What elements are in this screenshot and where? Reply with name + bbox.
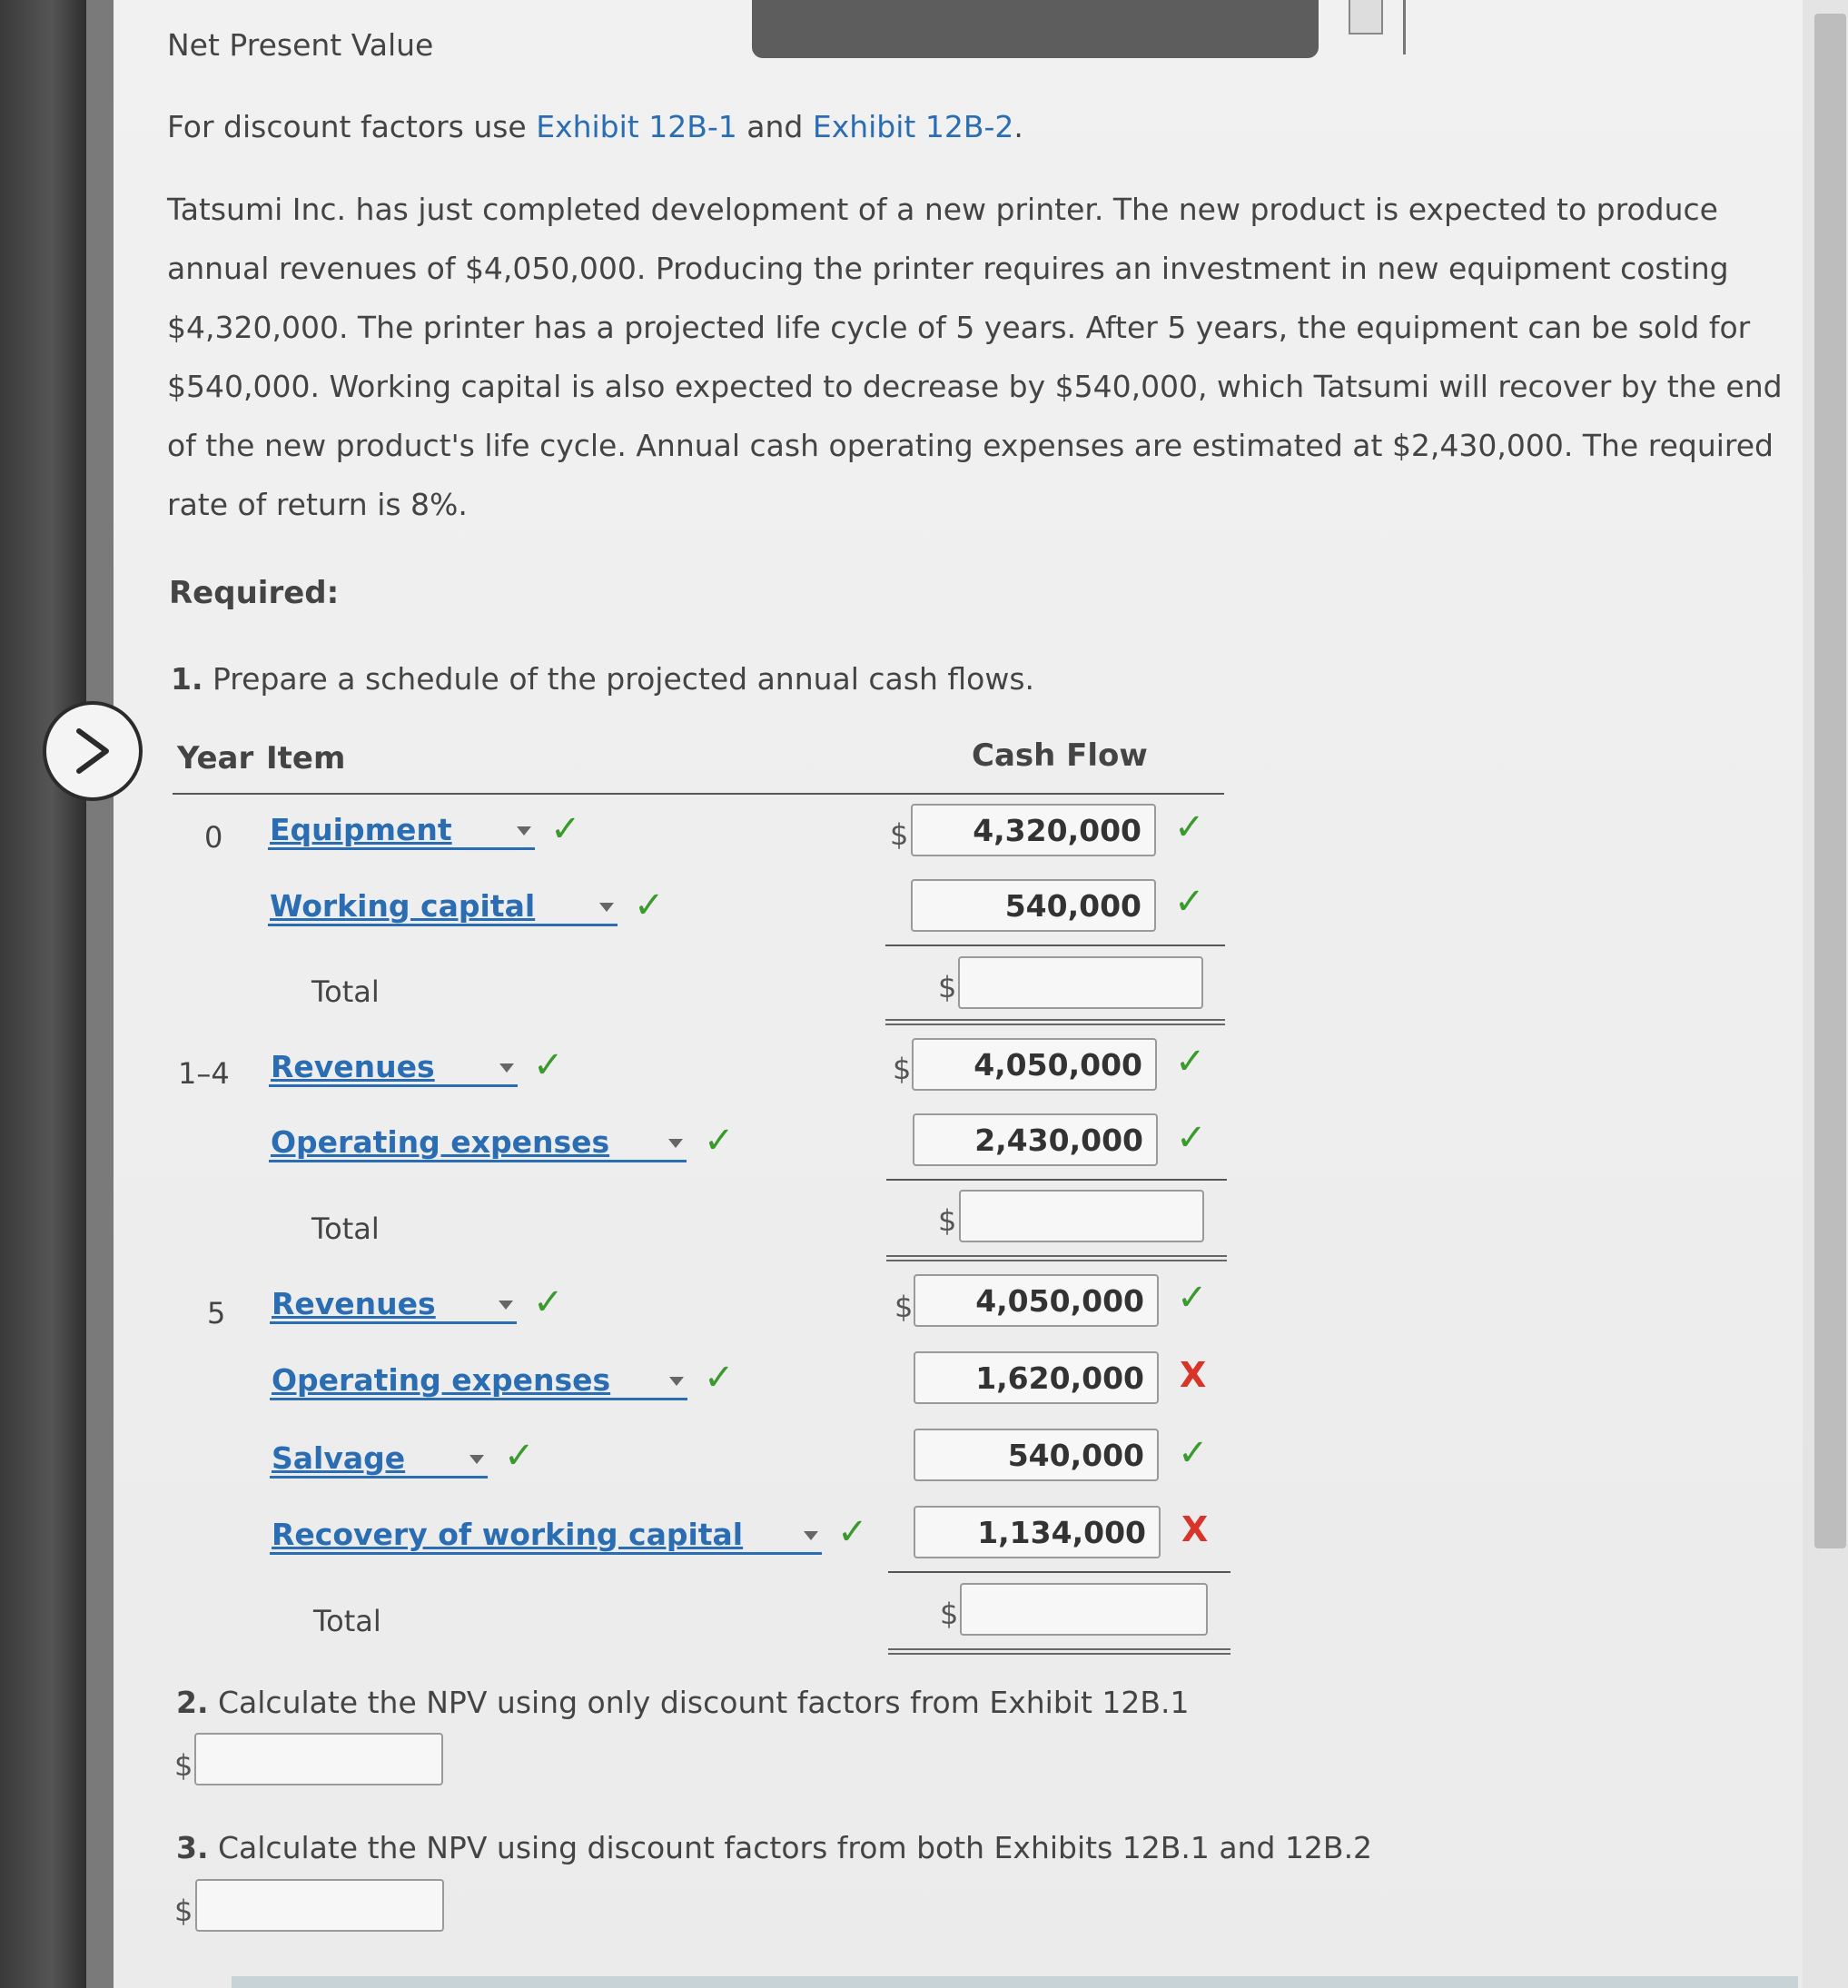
total-label: Total	[311, 974, 380, 1009]
chevron-right-icon	[70, 724, 115, 778]
checkmark-icon: ✓	[837, 1511, 868, 1553]
problem-line: Tatsumi Inc. has just completed development of a new printer. The new product is expected to produce	[167, 192, 1718, 227]
chevron-down-icon	[469, 1455, 484, 1464]
question-2-number: 2.	[176, 1685, 209, 1720]
checkmark-icon: ✓	[504, 1435, 535, 1477]
incorrect-x-icon: X	[1180, 1355, 1207, 1395]
npv-answer-input[interactable]	[195, 1879, 444, 1932]
total-double-line	[885, 1019, 1225, 1025]
total-input[interactable]	[958, 956, 1203, 1009]
item-select[interactable]	[269, 1126, 687, 1162]
question-3-text: Calculate the NPV using discount factors from both Exhibits 12B.1 and 12B.2	[208, 1830, 1373, 1865]
total-label: Total	[313, 1604, 381, 1638]
checkmark-icon: ✓	[704, 1120, 735, 1162]
chevron-down-icon	[499, 1063, 514, 1073]
incorrect-x-icon: X	[1181, 1509, 1209, 1549]
item-select-value: Revenues	[271, 1049, 435, 1084]
left-edge	[0, 0, 86, 1988]
intro-and: and	[736, 109, 813, 144]
chevron-down-icon	[599, 903, 614, 912]
item-select[interactable]	[270, 1364, 687, 1400]
year-column-header: Year	[177, 740, 254, 776]
dollar-sign: $	[893, 1052, 912, 1086]
cash-flow-input[interactable]: 4,050,000	[912, 1038, 1157, 1091]
checkmark-icon: ✓	[533, 1044, 564, 1086]
item-select-value: Salvage	[272, 1440, 406, 1476]
checkmark-icon: ✓	[1175, 1041, 1206, 1083]
checkmark-icon: ✓	[634, 885, 665, 926]
total-input[interactable]	[959, 1190, 1204, 1242]
total-input[interactable]	[960, 1583, 1208, 1636]
subtotal-line	[888, 1571, 1230, 1573]
dollar-sign: $	[938, 1203, 957, 1238]
question-1-text: Prepare a schedule of the projected annual cash flows.	[203, 661, 1035, 697]
page-title: Net Present Value	[167, 27, 434, 63]
required-heading: Required:	[169, 575, 340, 611]
exhibit-instructions	[167, 109, 1023, 144]
dollar-sign: $	[940, 1597, 959, 1631]
question-1-number: 1.	[171, 661, 203, 697]
dollar-sign: $	[890, 817, 909, 852]
question-3-number: 3.	[176, 1830, 209, 1865]
question-2	[176, 1685, 1190, 1720]
problem-line: annual revenues of $4,050,000. Producing the printer requires an investment in new equipment costing	[167, 251, 1729, 286]
question-3	[176, 1830, 1372, 1865]
checkmark-icon: ✓	[550, 808, 581, 850]
bottom-bar	[232, 1976, 1798, 1988]
dollar-sign: $	[174, 1748, 193, 1783]
left-edge-inner	[86, 0, 114, 1988]
exhibit-12b-1-link[interactable]: Exhibit 12B-1	[536, 109, 737, 144]
problem-line: rate of return is 8%.	[167, 487, 468, 522]
item-select-value: Working capital	[270, 888, 536, 924]
checkmark-icon: ✓	[1174, 881, 1205, 923]
checkmark-icon: ✓	[533, 1281, 564, 1323]
item-select[interactable]	[270, 1518, 822, 1555]
total-label: Total	[311, 1212, 380, 1246]
checkmark-icon: ✓	[704, 1357, 735, 1399]
cash-flow-input[interactable]: 1,620,000	[914, 1351, 1159, 1404]
npv-answer-input[interactable]	[194, 1733, 443, 1785]
question-1	[171, 661, 1034, 697]
cash-flow-input[interactable]: 540,000	[914, 1429, 1159, 1481]
problem-line: of the new product's life cycle. Annual cash operating expenses are estimated at $2,430,000. The required	[167, 428, 1774, 463]
subtotal-line	[885, 945, 1225, 946]
subtotal-line	[886, 1179, 1227, 1181]
item-select[interactable]	[269, 1051, 518, 1087]
dollar-sign: $	[174, 1894, 193, 1928]
problem-line: $4,320,000. The printer has a projected life cycle of 5 years. After 5 years, the equipment can be sold for	[167, 310, 1751, 345]
intro-suffix: .	[1013, 109, 1023, 144]
chevron-down-icon	[669, 1377, 684, 1386]
item-column-header: Item	[266, 740, 346, 776]
total-double-line	[888, 1648, 1230, 1655]
scrollbar-thumb[interactable]	[1814, 14, 1846, 1548]
toolbar-divider	[1403, 0, 1406, 54]
checkmark-icon: ✓	[1177, 1277, 1208, 1319]
cash-flow-input[interactable]: 4,320,000	[911, 804, 1156, 856]
total-double-line	[886, 1255, 1227, 1261]
checkmark-icon: ✓	[1178, 1432, 1209, 1474]
chevron-down-icon	[499, 1301, 513, 1310]
item-select-value: Operating expenses	[271, 1124, 610, 1160]
intro-prefix: For discount factors use	[167, 109, 537, 144]
problem-statement	[167, 180, 1784, 534]
chevron-down-icon	[804, 1531, 818, 1540]
chevron-down-icon	[517, 826, 531, 836]
cash-flow-input[interactable]: 2,430,000	[913, 1113, 1158, 1166]
checkmark-icon: ✓	[1174, 806, 1205, 848]
exhibit-12b-2-link[interactable]: Exhibit 12B-2	[812, 109, 1014, 144]
year-label: 0	[204, 820, 223, 855]
item-select-value: Equipment	[270, 812, 452, 847]
checkmark-icon: ✓	[1176, 1117, 1207, 1159]
top-toolbar-panel	[752, 0, 1319, 58]
next-question-button[interactable]	[43, 701, 143, 801]
chevron-down-icon	[668, 1139, 683, 1148]
cash-flow-input[interactable]: 1,134,000	[914, 1506, 1161, 1558]
item-select-value: Revenues	[272, 1286, 436, 1321]
dollar-sign: $	[894, 1290, 914, 1324]
problem-line: $540,000. Working capital is also expected to decrease by $540,000, which Tatsumi will recover by the end	[167, 369, 1783, 404]
question-2-text: Calculate the NPV using only discount factors from Exhibit 12B.1	[208, 1685, 1190, 1720]
header-divider	[173, 793, 1224, 795]
year-label: 5	[207, 1296, 226, 1330]
item-select[interactable]	[268, 890, 618, 926]
cash-flow-column-header: Cash Flow	[972, 737, 1148, 774]
item-select-value: Recovery of working capital	[272, 1517, 744, 1552]
year-label: 1–4	[178, 1056, 230, 1091]
item-select-value: Operating expenses	[272, 1362, 611, 1398]
cash-flow-input[interactable]: 4,050,000	[914, 1274, 1159, 1327]
item-select[interactable]	[270, 1288, 517, 1324]
calculator-icon[interactable]	[1349, 0, 1383, 35]
item-select[interactable]	[270, 1442, 488, 1479]
cash-flow-input[interactable]: 540,000	[911, 879, 1156, 932]
dollar-sign: $	[938, 970, 957, 1004]
item-select[interactable]	[268, 814, 535, 850]
